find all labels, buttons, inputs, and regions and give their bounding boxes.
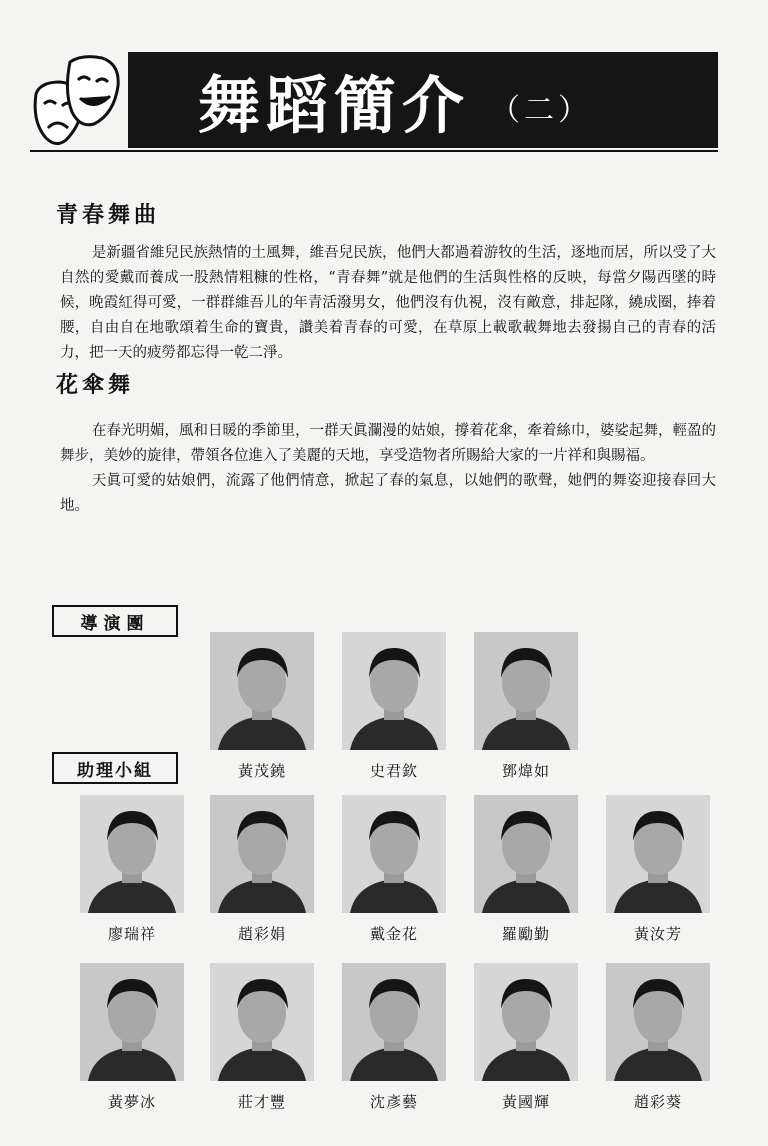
member-name: 羅勵勤: [501, 925, 550, 943]
section-heading: 青春舞曲: [56, 203, 161, 228]
portrait-photo: [342, 632, 446, 750]
member-card: [474, 795, 578, 944]
portrait-photo: [342, 963, 446, 1081]
member-name: 戴金花: [369, 925, 418, 943]
portrait-photo: [474, 795, 578, 913]
theater-masks-icon: [30, 52, 125, 152]
member-name: 鄧煒如: [501, 762, 550, 780]
member-card: [342, 963, 446, 1112]
portrait-silhouette: [210, 963, 314, 1081]
member-name: 黃茂鐃: [237, 762, 286, 780]
portrait-silhouette: [210, 795, 314, 913]
member-card: [606, 795, 710, 944]
member-card: [474, 632, 578, 781]
member-name: 史君欽: [369, 762, 418, 780]
member-name: 趙彩葵: [633, 1093, 682, 1111]
title-banner: [128, 52, 718, 148]
member-card: [210, 963, 314, 1112]
portrait-photo: [210, 795, 314, 913]
member-card: [342, 795, 446, 944]
member-name: 黃國輝: [501, 1093, 550, 1111]
member-card: [606, 963, 710, 1112]
portrait-photo: [474, 632, 578, 750]
member-card: [210, 795, 314, 944]
portrait-photo: [474, 963, 578, 1081]
portrait-photo: [606, 963, 710, 1081]
portrait-silhouette: [342, 795, 446, 913]
portrait-photo: [210, 632, 314, 750]
portrait-silhouette: [80, 963, 184, 1081]
page-title: 舞蹈簡介: [198, 68, 471, 142]
portrait-photo: [342, 795, 446, 913]
portrait-photo: [80, 795, 184, 913]
section-heading: 花傘舞: [56, 373, 135, 398]
portrait-silhouette: [342, 963, 446, 1081]
portrait-silhouette: [342, 632, 446, 750]
guide-group-label: 導演團: [52, 605, 178, 637]
page-subtitle: （二）: [490, 93, 593, 128]
header-rule: [30, 150, 718, 152]
portrait-silhouette: [474, 632, 578, 750]
member-name: 黃夢冰: [107, 1093, 156, 1111]
member-card: [80, 963, 184, 1112]
portrait-photo: [210, 963, 314, 1081]
section-paragraph: 在春光明媚，風和日暖的季節里，一群天眞瀾漫的姑娘，撐着花傘，牽着絲巾，婆娑起舞，輕盈的舞步，美妙的旋律，帶領各位進入了美麗的天地，享受造物者所賜給大家的一片祥和與賜福。: [60, 423, 716, 464]
member-name: 沈彥藝: [369, 1093, 418, 1111]
section-umbrella-dance: [56, 368, 716, 519]
portrait-silhouette: [210, 632, 314, 750]
portrait-silhouette: [606, 963, 710, 1081]
member-name: 趙彩娟: [237, 925, 286, 943]
section-youth-dance: [56, 198, 716, 366]
portrait-photo: [606, 795, 710, 913]
member-name: 廖瑞祥: [107, 925, 156, 943]
member-name: 黃汝芳: [633, 925, 682, 943]
portrait-photo: [80, 963, 184, 1081]
portrait-silhouette: [80, 795, 184, 913]
section-paragraph: 是新疆省維兒民族熱情的土風舞，維吾兒民族，他們大都過着游牧的生活，逐地而居，所以受了大自然的愛戴而養成一股熱情粗糠的性格，“青春舞”就是他們的生活與性格的反映，每當夕陽西墜的時候，晚霞紅得可愛，一群群維吾儿的年青活潑男女，他們沒有仇視，沒有敵意，排起隊，繞成圈，捧着腰，自由自在地歌頌着生命的寶貴，讚美着青春的可愛，在草原上載歌載舞地去發揚自己的青春的活力，把一天的疲勞都忘得一乾二淨。: [60, 245, 716, 361]
member-card: [80, 795, 184, 944]
member-name: 莊才豐: [237, 1093, 286, 1111]
portrait-silhouette: [474, 795, 578, 913]
assist-group-label: 助理小組: [52, 752, 178, 784]
portrait-silhouette: [474, 963, 578, 1081]
portrait-silhouette: [606, 795, 710, 913]
member-card: [342, 632, 446, 781]
member-card: [210, 632, 314, 781]
member-card: [474, 963, 578, 1112]
section-paragraph: 天眞可愛的姑娘們，流露了他們情意，掀起了春的氣息，以她們的歌聲，她們的舞姿迎接春回大地。: [60, 473, 716, 514]
